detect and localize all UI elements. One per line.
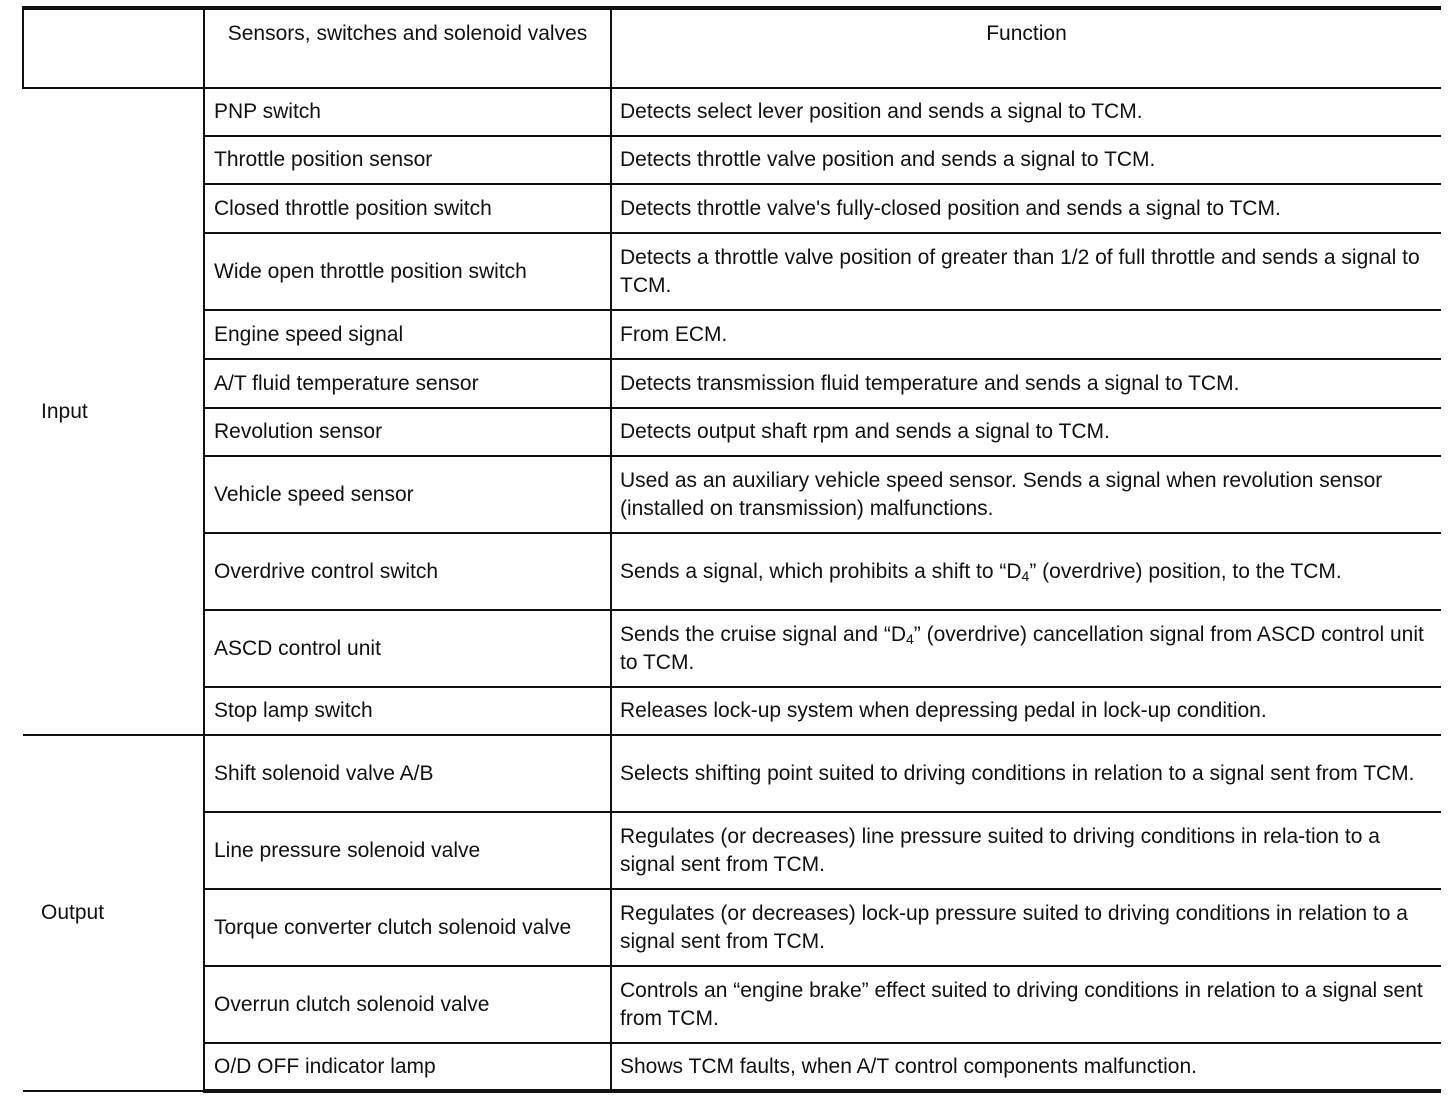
table-row [23,1043,1441,1091]
table-row [23,233,1441,310]
header-function: Function [611,8,1441,88]
function-cell: From ECM. [611,310,1441,359]
function-text: ” (overdrive) position, to the TCM. [1029,559,1342,583]
component-cell: Overdrive control switch [204,533,611,610]
table-row [23,88,1441,136]
function-cell: Detects throttle valve position and sends a signal to TCM. [611,136,1441,184]
function-cell [611,533,1441,610]
component-cell: Torque converter clutch solenoid valve [204,889,611,966]
component-cell: O/D OFF indicator lamp [204,1043,611,1091]
function-cell: Releases lock-up system when depressing pedal in lock-up condition. [611,687,1441,735]
function-text: ” (overdrive) cancellation signal from ASCD control unit to TCM. [620,622,1424,674]
function-subscript: 4 [906,630,914,647]
table-row [23,610,1441,687]
component-cell: Shift solenoid valve A/B [204,735,611,812]
table-row [23,136,1441,184]
sensor-function-table [22,6,1441,1093]
component-cell: Vehicle speed sensor [204,456,611,533]
header-component: Sensors, switches and solenoid valves [204,8,611,88]
function-cell: Detects throttle valve's fully-closed position and sends a signal to TCM. [611,184,1441,233]
component-cell: A/T fluid temperature sensor [204,359,611,408]
function-cell: Detects select lever position and sends a signal to TCM. [611,88,1441,136]
function-cell: Shows TCM faults, when A/T control components malfunction. [611,1043,1441,1091]
table-row [23,889,1441,966]
table-row [23,533,1441,610]
component-cell: PNP switch [204,88,611,136]
function-subscript: 4 [1021,567,1030,584]
table-row [23,812,1441,889]
table-row [23,310,1441,359]
component-cell: Line pressure solenoid valve [204,812,611,889]
function-cell: Selects shifting point suited to driving conditions in relation to a signal sent from TCM. [611,735,1441,812]
function-cell: Used as an auxiliary vehicle speed sensor. Sends a signal when revolution sensor (installed on transmission) malfunctions. [611,456,1441,533]
component-cell: Stop lamp switch [204,687,611,735]
function-cell: Detects a throttle valve position of greater than 1/2 of full throttle and sends a signal to TCM. [611,233,1441,310]
table-row [23,359,1441,408]
table-row [23,408,1441,456]
component-cell: ASCD control unit [204,610,611,687]
component-cell: Throttle position sensor [204,136,611,184]
component-cell: Engine speed signal [204,310,611,359]
table-row [23,735,1441,812]
table-row [23,966,1441,1043]
table-row [23,184,1441,233]
function-text: Sends a signal, which prohibits a shift to “D [620,559,1022,583]
function-cell [611,610,1441,687]
component-cell: Wide open throttle position switch [204,233,611,310]
function-cell: Controls an “engine brake” effect suited to driving conditions in relation to a signal sent from TCM. [611,966,1441,1043]
function-cell: Regulates (or decreases) lock-up pressure suited to driving conditions in relation to a signal sent from TCM. [611,889,1441,966]
function-cell: Regulates (or decreases) line pressure suited to driving conditions in rela-tion to a signal sent from TCM. [611,812,1441,889]
component-cell: Overrun clutch solenoid valve [204,966,611,1043]
table-row [23,456,1441,533]
table-header-row [23,8,1441,88]
component-cell: Closed throttle position switch [204,184,611,233]
function-cell: Detects transmission fluid temperature and sends a signal to TCM. [611,359,1441,408]
group-label-output: Output [23,735,204,1091]
group-label-input: Input [23,88,204,735]
function-text: Sends the cruise signal and “D [620,622,906,646]
function-cell: Detects output shaft rpm and sends a signal to TCM. [611,408,1441,456]
table-row [23,687,1441,735]
header-blank-cell [23,8,204,88]
component-cell: Revolution sensor [204,408,611,456]
